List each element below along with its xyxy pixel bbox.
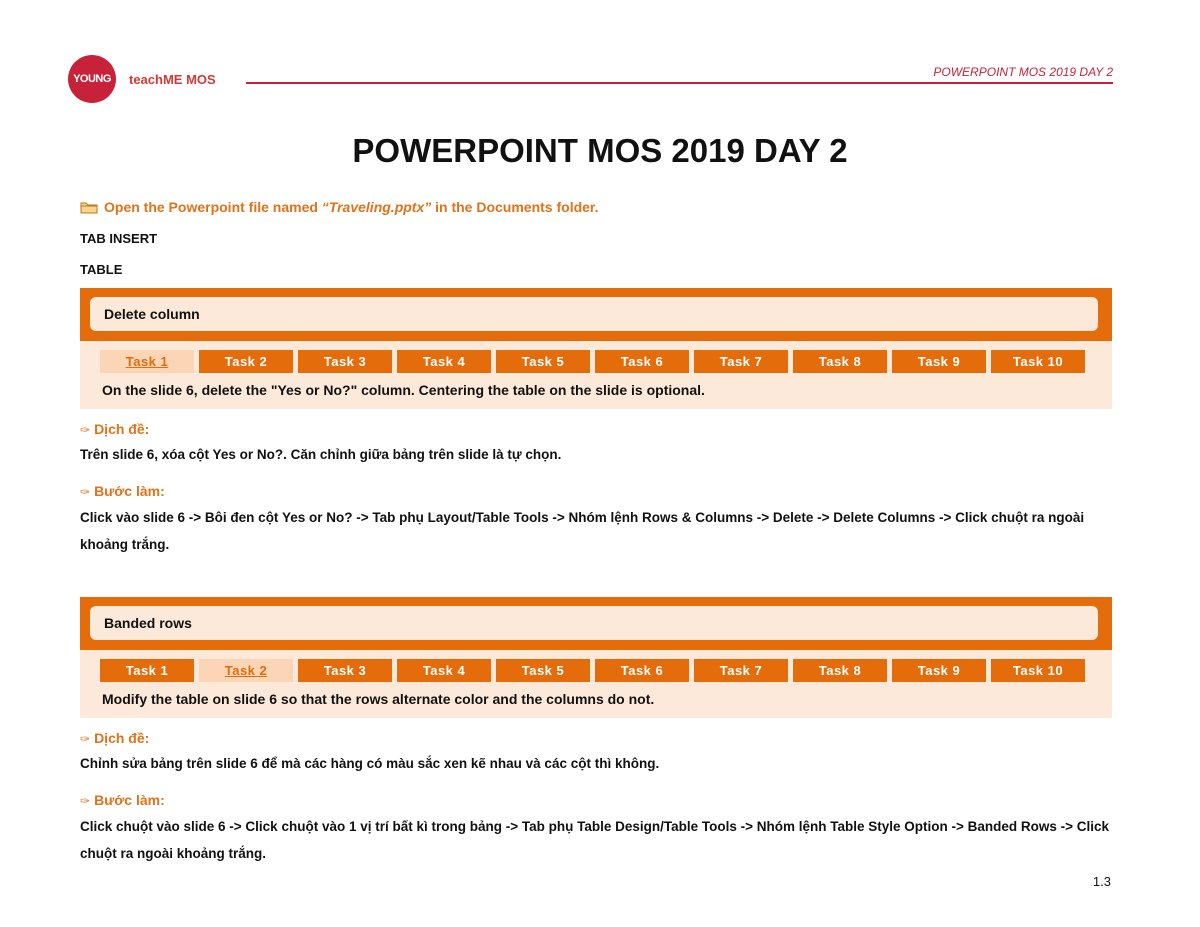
- tab-task-3[interactable]: Task 3: [298, 350, 392, 373]
- pointing-hand-icon: ✑: [80, 485, 91, 499]
- steps-heading: [80, 792, 165, 808]
- task-block-banded-rows: [80, 597, 1112, 718]
- task-header: [80, 597, 1112, 650]
- tab-task-5[interactable]: Task 5: [496, 659, 590, 682]
- tab-task-8[interactable]: Task 8: [793, 659, 887, 682]
- task-title: Banded rows: [90, 606, 1098, 640]
- open-file-instruction: [80, 199, 599, 215]
- steps-text: Click chuột vào slide 6 -> Click chuột vào 1 vị trí bất kì trong bảng -> Tab phụ Table Design/Table Tools -> Nhóm lệnh Table Style Option -> Banded Rows -> Click chuột ra ngoài khoảng trắng.: [80, 819, 1110, 861]
- task-title: Delete column: [90, 297, 1098, 331]
- steps-text: Click vào slide 6 -> Bôi đen cột Yes or No? -> Tab phụ Layout/Table Tools -> Nhóm lệnh Rows & Columns -> Delete -> Delete Columns -> Click chuột ra ngoài khoảng trắng.: [80, 510, 1085, 552]
- instruction-after: in the Documents folder.: [431, 199, 599, 215]
- steps-label: Bước làm:: [94, 792, 165, 808]
- pointing-hand-icon: ✑: [80, 732, 91, 746]
- tab-task-8[interactable]: Task 8: [793, 350, 887, 373]
- steps-label: Bước làm:: [94, 483, 165, 499]
- task-description: Modify the table on slide 6 so that the rows alternate color and the columns do not.: [102, 691, 655, 707]
- pointing-hand-icon: ✑: [80, 423, 91, 437]
- translation-heading: [80, 730, 149, 746]
- translation-heading: [80, 421, 149, 437]
- translation-label: Dịch đề:: [94, 421, 150, 437]
- table-section-label: TABLE: [80, 262, 123, 277]
- tab-task-7[interactable]: Task 7: [694, 659, 788, 682]
- logo-text: YOUNG: [73, 73, 111, 85]
- tab-task-9[interactable]: Task 9: [892, 659, 986, 682]
- instruction-file: “Traveling.pptx”: [321, 199, 432, 215]
- tab-task-7[interactable]: Task 7: [694, 350, 788, 373]
- young-logo: [68, 55, 116, 103]
- task-header: [80, 288, 1112, 341]
- tab-task-3[interactable]: Task 3: [298, 659, 392, 682]
- tab-task-1[interactable]: Task 1: [100, 350, 194, 373]
- pointing-hand-icon: ✑: [80, 794, 91, 808]
- header-divider: [246, 82, 1113, 84]
- page-header: [68, 55, 1113, 103]
- tab-task-10[interactable]: Task 10: [991, 350, 1085, 373]
- page-title: POWERPOINT MOS 2019 DAY 2: [352, 132, 848, 169]
- translation-text: Chỉnh sửa bảng trên slide 6 để mà các hàng có màu sắc xen kẽ nhau và các cột thì không.: [80, 756, 660, 771]
- page-number: 1.3: [1092, 874, 1111, 889]
- tab-task-1[interactable]: Task 1: [100, 659, 194, 682]
- tab-task-2[interactable]: Task 2: [199, 350, 293, 373]
- translation-label: Dịch đề:: [94, 730, 150, 746]
- tab-task-6[interactable]: Task 6: [595, 659, 689, 682]
- brand-name: teachME MOS: [129, 72, 216, 87]
- tab-task-4[interactable]: Task 4: [397, 350, 491, 373]
- steps-heading: [80, 483, 165, 499]
- translation-text: Trên slide 6, xóa cột Yes or No?. Căn chỉnh giữa bảng trên slide là tự chọn.: [80, 447, 562, 462]
- tab-task-2[interactable]: Task 2: [199, 659, 293, 682]
- tab-task-5[interactable]: Task 5: [496, 350, 590, 373]
- task-description: On the slide 6, delete the "Yes or No?" column. Centering the table on the slide is optional.: [102, 382, 705, 398]
- tab-task-4[interactable]: Task 4: [397, 659, 491, 682]
- tab-task-9[interactable]: Task 9: [892, 350, 986, 373]
- task-tabs: [80, 650, 1112, 682]
- tab-task-10[interactable]: Task 10: [991, 659, 1085, 682]
- tab-task-6[interactable]: Task 6: [595, 350, 689, 373]
- tab-insert-label: TAB INSERT: [80, 231, 158, 246]
- header-title: POWERPOINT MOS 2019 DAY 2: [933, 65, 1113, 79]
- task-block-delete-column: [80, 288, 1112, 409]
- folder-icon: [80, 201, 98, 214]
- instruction-before: Open the Powerpoint file named: [104, 199, 322, 215]
- task-tabs: [80, 341, 1112, 373]
